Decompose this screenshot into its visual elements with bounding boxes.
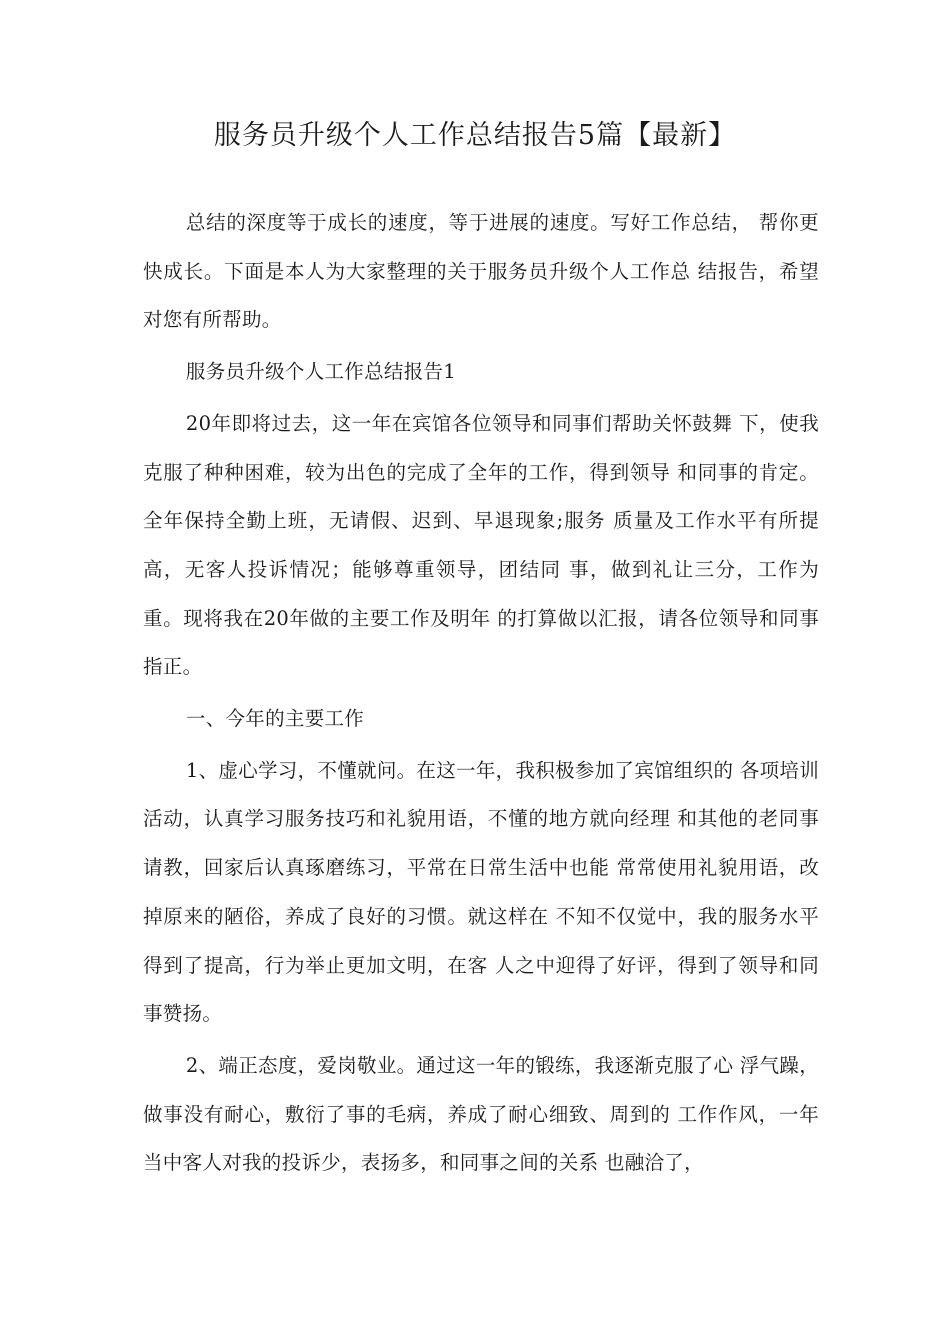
- document-body: [143, 199, 819, 1191]
- intro-paragraph: 总结的深度等于成长的速度，等于进展的速度。写好工作总结， 帮你更快成长。下面是本人为大家整理的关于服务员升级个人工作总 结报告，希望对您有所帮助。: [143, 211, 819, 332]
- section-heading-report-1: 服务员升级个人工作总结报告1: [185, 360, 456, 384]
- body-paragraph: 20年即将过去，这一年在宾馆各位领导和同事们帮助关怀鼓舞 下，使我克服了种种困难，较为出色的完成了全年的工作，得到领导 和同事的肯定。全年保持全勤上班，无请假、迟到、早退现象;服务 质量及工作水平有所提高，无客人投诉情况；能够尊重领导，团结同 事，做到礼让三分，工作为重。现将我在20年做的主要工作及明年 的打算做以汇报，请各位领导和同事指正。: [143, 411, 819, 679]
- document-title: 服务员升级个人工作总结报告5篇【最新】: [213, 120, 737, 151]
- section-heading-main-work: 一、今年的主要工作: [185, 707, 365, 731]
- body-paragraph: 1、虚心学习，不懂就问。在这一年，我积极参加了宾馆组织的 各项培训活动，认真学习服务技巧和礼貌用语，不懂的地方就向经理 和其他的老同事请教，回家后认真琢磨练习，平常在日常生活中也能 常常使用礼貌用语，改掉原来的陋俗，养成了良好的习惯。就这样在 不知不仅觉中，我的服务水平得到了提高，行为举止更加文明，在客 人之中迎得了好评，得到了领导和同事赞扬。: [143, 758, 819, 1026]
- body-paragraph: 2、端正态度，爱岗敬业。通过这一年的锻练，我逐渐克服了心 浮气躁，做事没有耐心，敷衍了事的毛病，养成了耐心细致、周到的 工作作风，一年当中客人对我的投诉少，表扬多，和同事之间的关系 也融洽了，: [143, 1053, 819, 1175]
